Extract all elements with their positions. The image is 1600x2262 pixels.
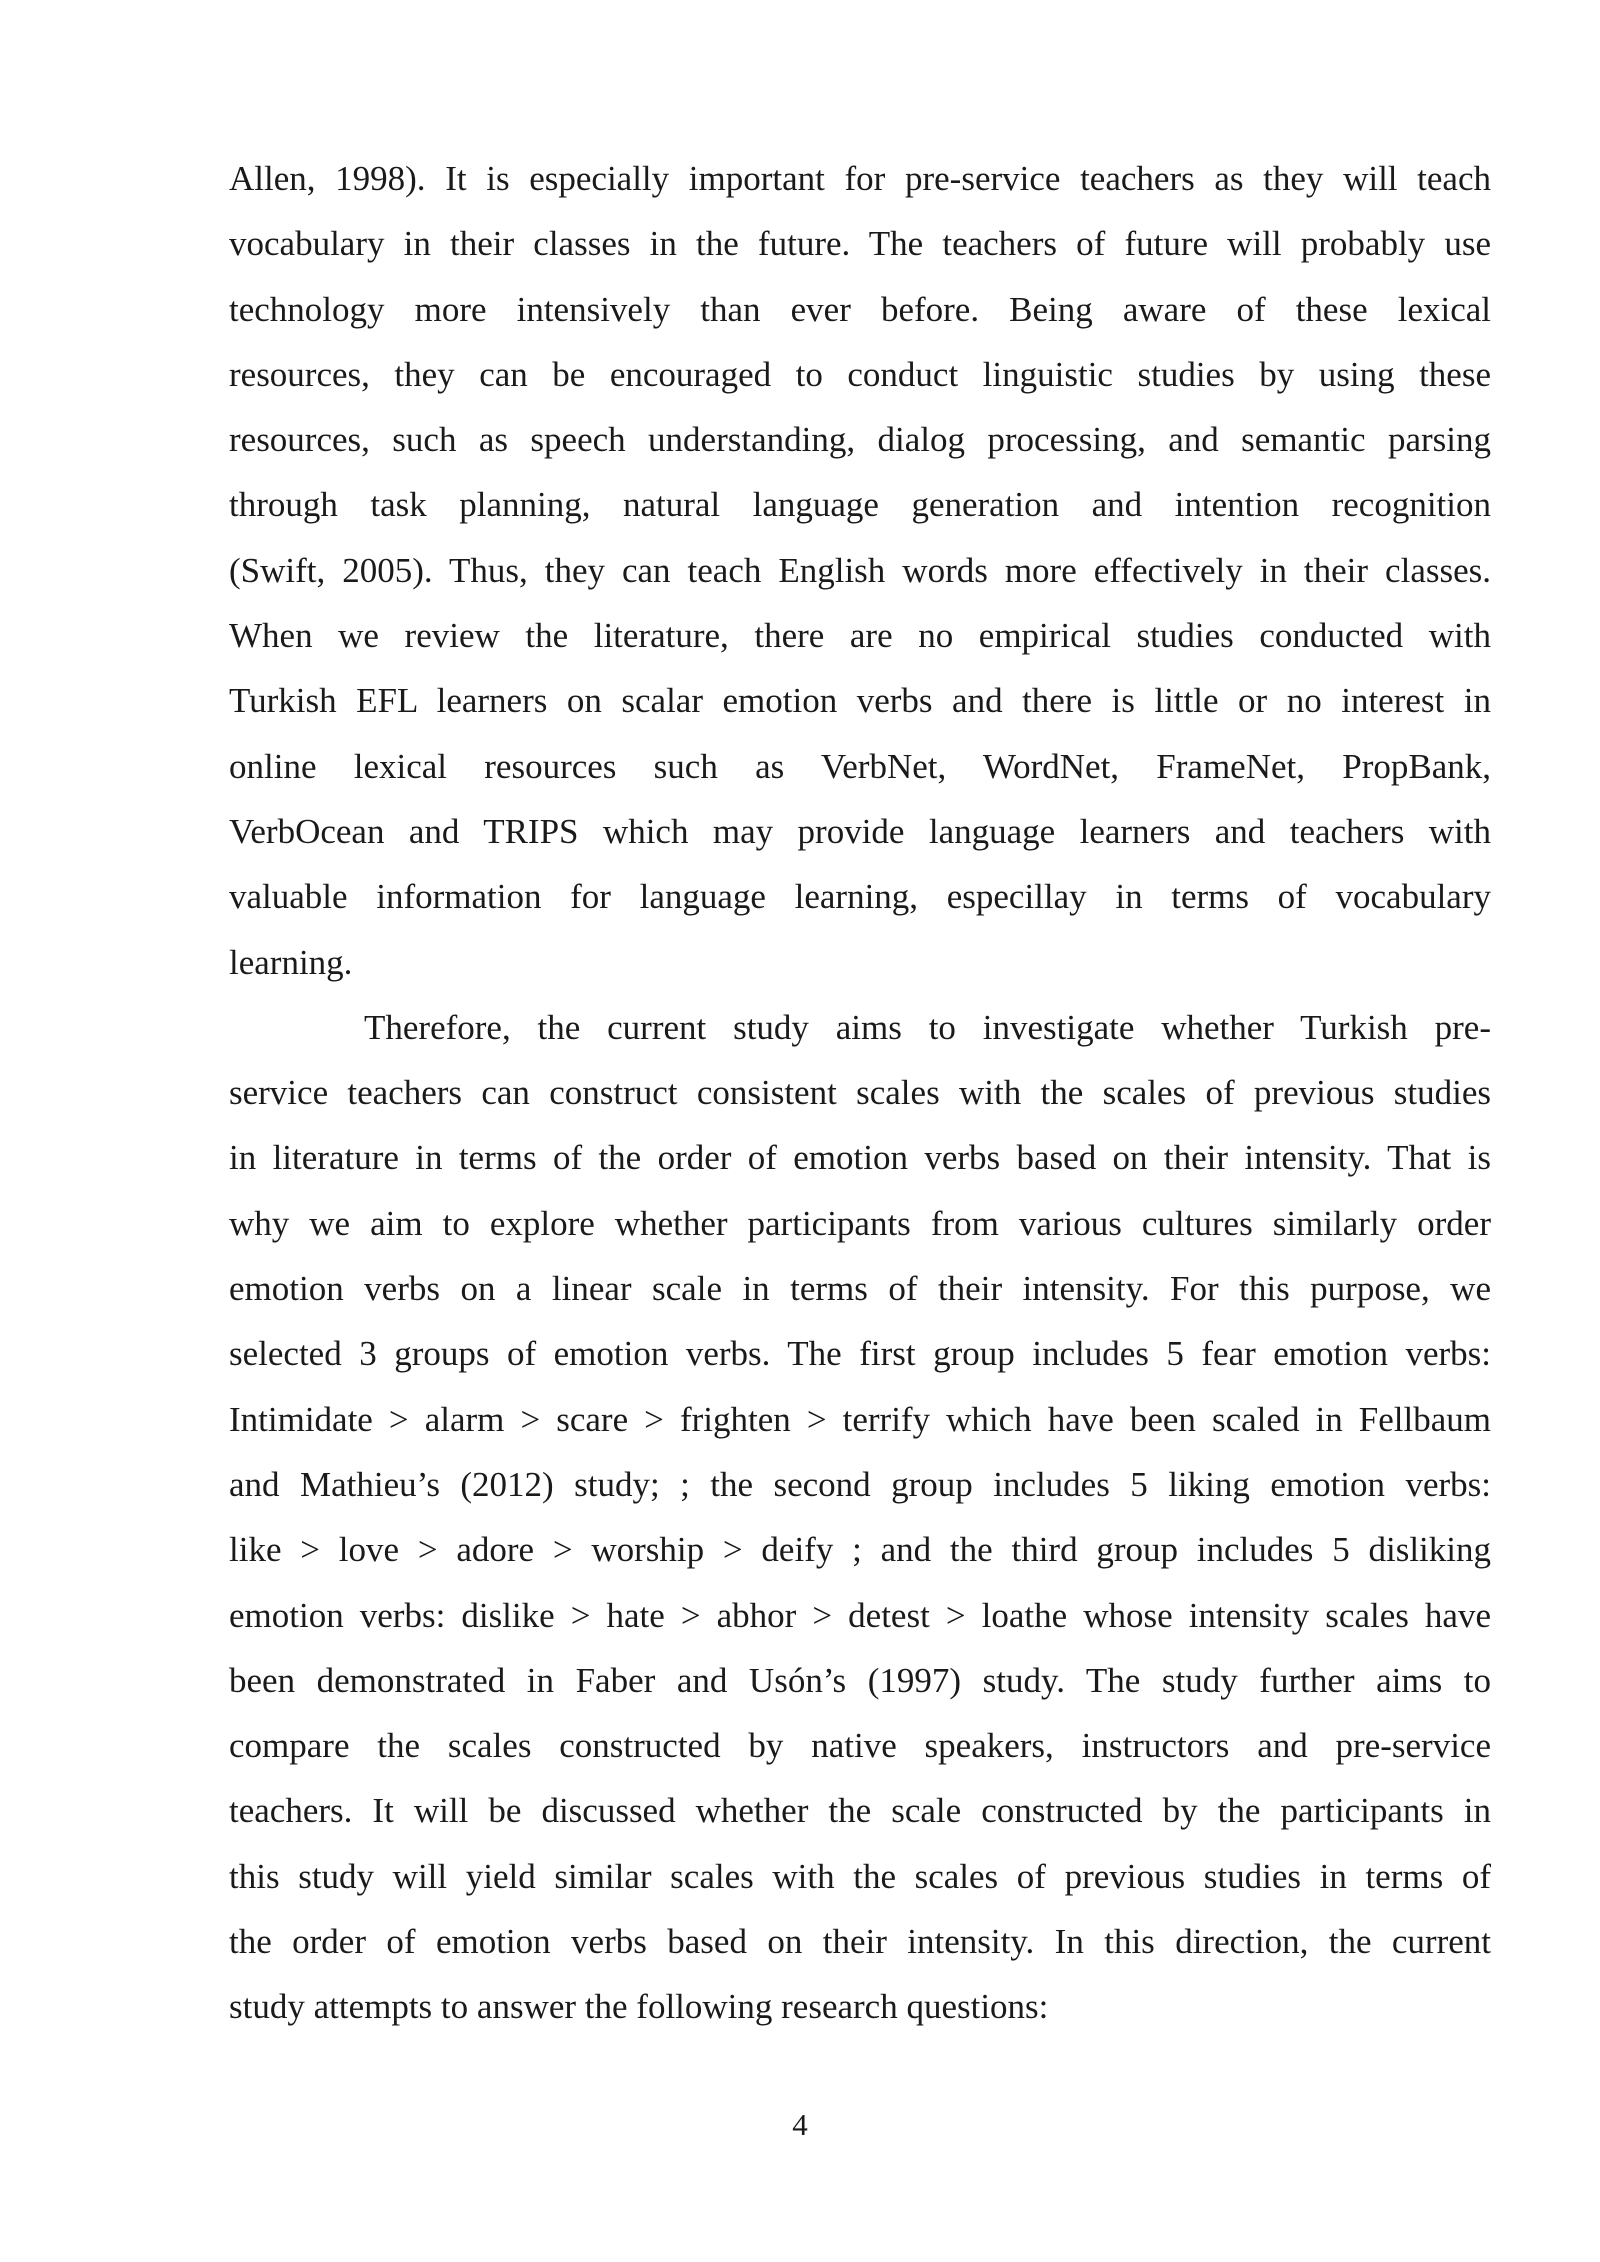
body-text <box>229 146 1491 2040</box>
text-line: compare the scales constructed by native speakers, instructors and pre-service <box>229 1726 1491 1766</box>
text-line: teachers. It will be discussed whether the scale constructed by the participants in <box>229 1791 1491 1831</box>
text-line: why we aim to explore whether participants from various cultures similarly order <box>229 1203 1491 1243</box>
text-line: VerbOcean and TRIPS which may provide language learners and teachers with <box>229 811 1491 851</box>
text-line: study attempts to answer the following research questions: <box>229 1987 1049 2027</box>
text-line: resources, they can be encouraged to conduct linguistic studies by using these <box>229 354 1491 394</box>
text-line: valuable information for language learning, especillay in terms of vocabulary <box>229 877 1491 917</box>
text-line: been demonstrated in Faber and Usón’s (1997) study. The study further aims to <box>229 1660 1491 1700</box>
text-line: resources, such as speech understanding, dialog processing, and semantic parsing <box>229 420 1491 460</box>
text-line: service teachers can construct consistent scales with the scales of previous studies <box>229 1073 1491 1113</box>
text-line: through task planning, natural language generation and intention recognition <box>229 485 1491 525</box>
text-line: the order of emotion verbs based on their intensity. In this direction, the current <box>229 1922 1491 1962</box>
page-number: 4 <box>792 2107 808 2142</box>
text-line: selected 3 groups of emotion verbs. The first group includes 5 fear emotion verbs: <box>229 1334 1491 1374</box>
text-line: vocabulary in their classes in the future. The teachers of future will probably use <box>229 224 1491 264</box>
text-line: this study will yield similar scales with the scales of previous studies in terms of <box>229 1856 1491 1896</box>
text-line: like > love > adore > worship > deify ; and the third group includes 5 disliking <box>229 1530 1491 1570</box>
text-line: online lexical resources such as VerbNet, WordNet, FrameNet, PropBank, <box>229 746 1491 786</box>
text-line: in literature in terms of the order of emotion verbs based on their intensity. That is <box>229 1138 1491 1178</box>
text-line: emotion verbs on a linear scale in terms of their intensity. For this purpose, we <box>229 1269 1491 1309</box>
text-line: Allen, 1998). It is especially important for pre-service teachers as they will teach <box>229 159 1491 198</box>
text-line: Therefore, the current study aims to investigate whether Turkish pre- <box>364 1007 1491 1047</box>
paragraph-2 <box>229 995 1491 2040</box>
paragraph-1 <box>229 146 1491 995</box>
text-line: technology more intensively than ever before. Being aware of these lexical <box>229 289 1491 329</box>
text-line: (Swift, 2005). Thus, they can teach English words more effectively in their classes. <box>229 550 1491 590</box>
text-line: Intimidate > alarm > scare > frighten > terrify which have been scaled in Fellbaum <box>229 1399 1491 1439</box>
text-line: emotion verbs: dislike > hate > abhor > detest > loathe whose intensity scales have <box>229 1595 1491 1635</box>
text-line: learning. <box>229 942 353 982</box>
text-line: and Mathieu’s (2012) study; ; the second group includes 5 liking emotion verbs: <box>229 1464 1491 1504</box>
text-line: When we review the literature, there are no empirical studies conducted with <box>229 616 1491 656</box>
text-line: Turkish EFL learners on scalar emotion verbs and there is little or no interest in <box>229 681 1491 721</box>
